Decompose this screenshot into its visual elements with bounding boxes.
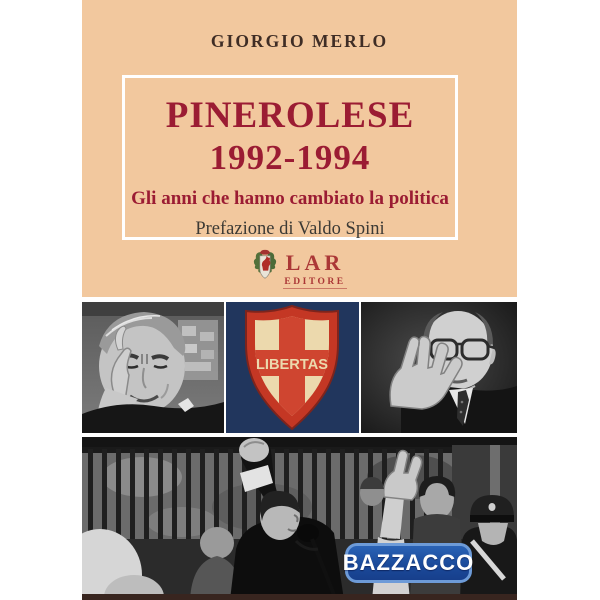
bazzacco-label: BAZZACCO <box>342 550 475 575</box>
book-cover <box>82 0 517 600</box>
photo-strip <box>82 302 517 433</box>
publisher-name: LAR <box>285 250 345 275</box>
cover-top-section <box>82 0 517 297</box>
libertas-shield <box>226 302 359 433</box>
author-name: GIORGIO MERLO <box>210 31 389 51</box>
book-title: PINEROLESE <box>165 95 415 136</box>
publisher-logo <box>82 248 517 293</box>
bazzacco-badge <box>342 543 475 583</box>
publisher-text <box>283 252 346 289</box>
book-subtitle: Gli anni che hanno cambiato la politica <box>131 188 449 209</box>
heraldic-crest-icon <box>252 248 278 293</box>
publisher-descriptor: EDITORE <box>284 277 346 287</box>
left-politician-photo-image <box>82 302 224 433</box>
right-politician-photo-image <box>361 302 517 433</box>
courtroom-photo-image <box>82 437 517 600</box>
book-years: 1992-1994 <box>209 138 371 177</box>
title-frame <box>122 75 458 240</box>
libertas-motto: LIBERTAS <box>256 356 328 373</box>
book-preface: Prefazione di Valdo Spini <box>195 219 385 239</box>
